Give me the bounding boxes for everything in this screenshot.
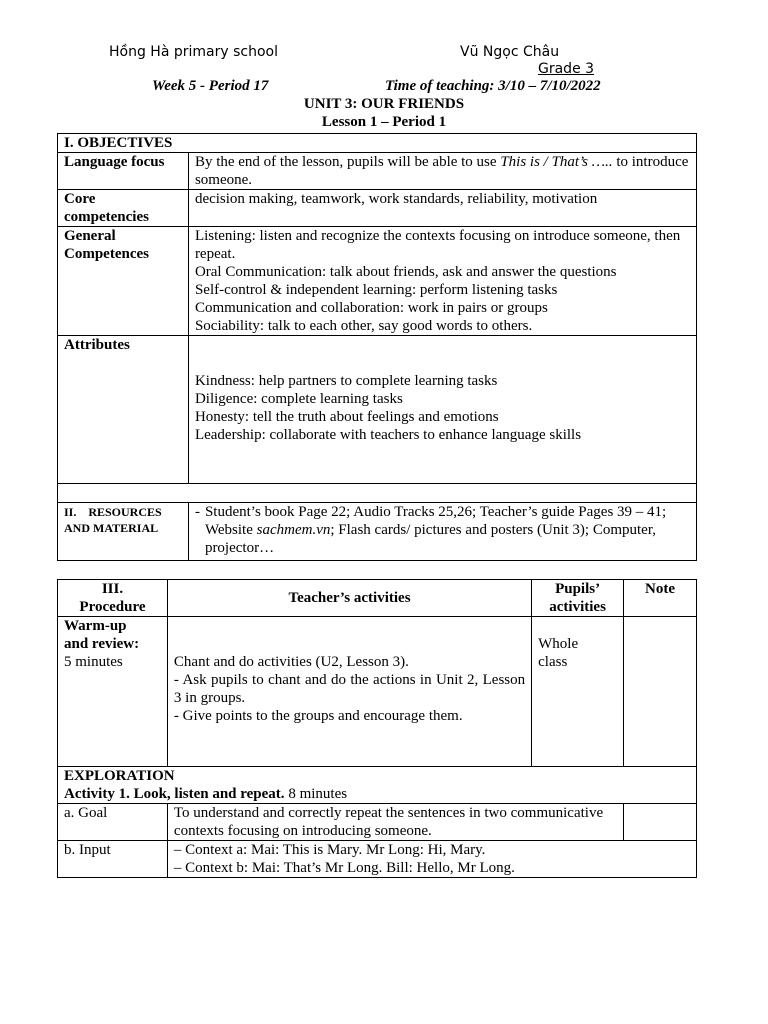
procedure-table: [57, 579, 697, 878]
goal-label: a. Goal: [58, 804, 168, 841]
input-label: b. Input: [58, 841, 168, 878]
note-header: Note: [624, 580, 697, 617]
language-focus-row: [58, 153, 697, 190]
language-focus-label: Language focus: [58, 153, 189, 190]
warmup-activities: Chant and do activities (U2, Lesson 3). - Ask pupils to chant and do the actions in Unit 2, Lesson 3 in groups. - Give points to the groups and encourage them.: [167, 617, 531, 767]
exploration-row: [58, 767, 697, 804]
spacer-row: [58, 484, 697, 503]
attributes-row: [58, 336, 697, 484]
week-period: Week 5 - Period 17: [152, 78, 269, 94]
language-focus-text: By the end of the lesson, pupils will be able to use This is / That’s ….. to introduce someone.: [188, 153, 696, 190]
resources-label: II. RESOURCES AND MATERIAL: [58, 503, 189, 561]
procedure-header-row: [58, 580, 697, 617]
exploration-cell: EXPLORATION Activity 1. Look, listen and repeat. 8 minutes: [58, 767, 697, 804]
goal-text: To understand and correctly repeat the sentences in two communicative contexts focusing on introducing someone.: [167, 804, 623, 841]
general-competences-text: Listening: listen and recognize the contexts focusing on introduce someone, then repeat. Oral Communication: talk about friends, ask and answer the questions Self-control & independent learning: perform listening tasks Communication and collaboration: work in pairs or groups Sociability: talk to each other, say good words to others.: [188, 227, 696, 336]
teacher-name: Vũ Ngọc Châu: [460, 44, 560, 60]
goal-row: [58, 804, 697, 841]
school-name: Hồng Hà primary school: [109, 44, 278, 60]
resources-row: [58, 503, 697, 561]
core-competencies-text: decision making, teamwork, work standards, reliability, motivation: [188, 190, 696, 227]
time-of-teaching: Time of teaching: 3/10 – 7/10/2022: [385, 78, 601, 94]
core-competencies-label: Core competencies: [58, 190, 189, 227]
attributes-text: Kindness: help partners to complete learning tasks Diligence: complete learning tasks Honesty: tell the truth about feelings and emotions Leadership: collaborate with teachers to enhance language skills: [188, 336, 696, 484]
lesson-title: Lesson 1 – Period 1: [321, 114, 447, 130]
procedure-header: III. Procedure: [58, 580, 168, 617]
general-competences-row: [58, 227, 697, 336]
warmup-label: Warm-up and review: 5 minutes: [58, 617, 168, 767]
grade-label: Grade 3: [538, 61, 595, 77]
pupils-activities-header: Pupils’ activities: [532, 580, 624, 617]
warmup-pupils: Whole class: [532, 617, 624, 767]
general-competences-label: General Competences: [58, 227, 189, 336]
unit-title: UNIT 3: OUR FRIENDS: [303, 96, 465, 112]
goal-note: [624, 804, 697, 841]
resources-bullet: -: [194, 504, 200, 520]
warmup-note: [624, 617, 697, 767]
input-row: [58, 841, 697, 878]
attributes-label: Attributes: [58, 336, 189, 484]
warmup-row: [58, 617, 697, 767]
objectives-table: [57, 133, 697, 561]
core-competencies-row: [58, 190, 697, 227]
objectives-heading: I. OBJECTIVES: [58, 134, 697, 153]
teacher-activities-header: Teacher’s activities: [167, 580, 531, 617]
input-text: – Context a: Mai: This is Mary. Mr Long: Hi, Mary. – Context b: Mai: That’s Mr Long. Bill: Hello, Mr Long.: [167, 841, 696, 878]
resources-text: - Student’s book Page 22; Audio Tracks 25,26; Teacher’s guide Pages 39 – 41; Website sachmem.vn; Flash cards/ pictures and posters (Unit 3); Computer, projector…: [188, 503, 696, 561]
